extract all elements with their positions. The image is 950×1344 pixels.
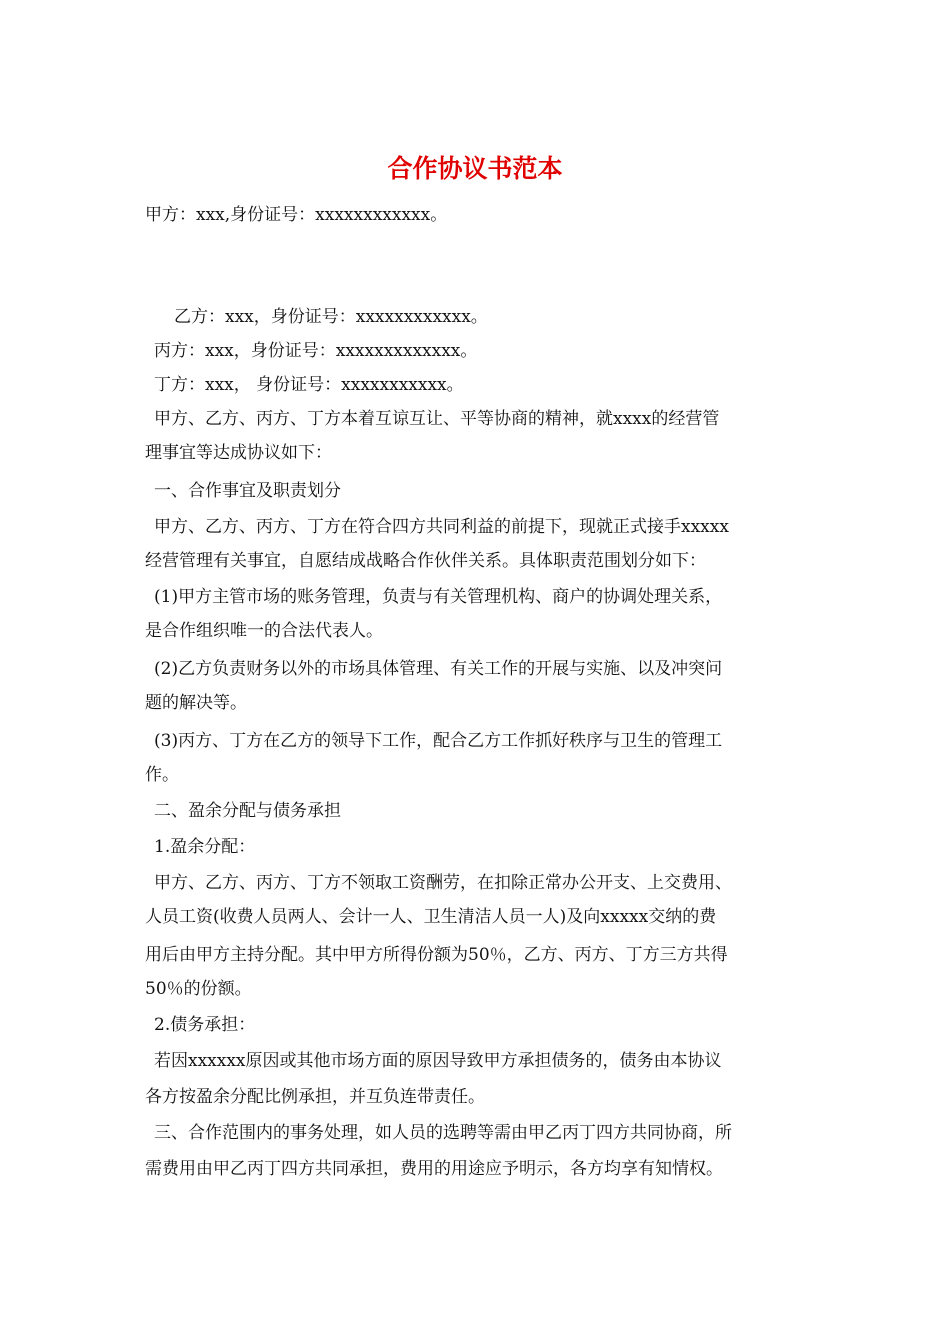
document-line: 作。 [145,765,179,785]
document-line: 乙方：xxx，身份证号：xxxxxxxxxxxx。 [174,307,488,327]
document-line: 三、合作范围内的事务处理，如人员的选聘等需由甲乙丙丁四方共同协商，所 [154,1123,732,1143]
document-line: 经营管理有关事宜，自愿结成战略合作伙伴关系。具体职责范围划分如下： [145,551,706,571]
document-line: 是合作组织唯一的合法代表人。 [145,621,383,641]
document-line: 甲方：xxx,身份证号：xxxxxxxxxxxx。 [145,205,448,225]
document-line: 一、合作事宜及职责划分 [154,481,341,501]
document-line: 若因xxxxxx原因或其他市场方面的原因导致甲方承担债务的，债务由本协议 [154,1051,722,1071]
document-line: 甲方、乙方、丙方、丁方在符合四方共同利益的前提下，现就正式接手xxxxx [154,517,729,537]
document-line: 各方按盈余分配比例承担，并互负连带责任。 [145,1087,485,1107]
document-line: 1.盈余分配： [154,837,256,857]
document-line: 50％的份额。 [145,979,252,999]
document-line: 甲方、乙方、丙方、丁方不领取工资酬劳，在扣除正常办公开支、上交费用、 [154,873,732,893]
document-line: (2)乙方负责财务以外的市场具体管理、有关工作的开展与实施、以及冲突问 [154,659,723,679]
document-line: 二、盈余分配与债务承担 [154,801,341,821]
document-title: 合作协议书范本 [387,154,563,183]
document-line: (3)丙方、丁方在乙方的领导下工作，配合乙方工作抓好秩序与卫生的管理工 [154,731,723,751]
document-line: 人员工资(收费人员两人、会计一人、卫生清洁人员一人)及向xxxxx交纳的费 [145,907,717,927]
document-line: (1)甲方主管市场的账务管理，负责与有关管理机构、商户的协调处理关系， [154,587,723,607]
document-line: 丙方：xxx，身份证号：xxxxxxxxxxxxx。 [154,341,478,361]
document-line: 丁方：xxx， 身份证号：xxxxxxxxxxx。 [154,375,464,395]
document-line: 理事宜等达成协议如下： [145,443,332,463]
document-line: 用后由甲方主持分配。其中甲方所得份额为50％，乙方、丙方、丁方三方共得 [145,945,728,965]
document-line: 题的解决等。 [145,693,247,713]
document-line: 甲方、乙方、丙方、丁方本着互谅互让、平等协商的精神，就xxxx的经营管 [154,409,720,429]
document-line: 需费用由甲乙丙丁四方共同承担，费用的用途应予明示，各方均享有知情权。 [145,1159,723,1179]
document-line: 2.债务承担： [154,1015,256,1035]
